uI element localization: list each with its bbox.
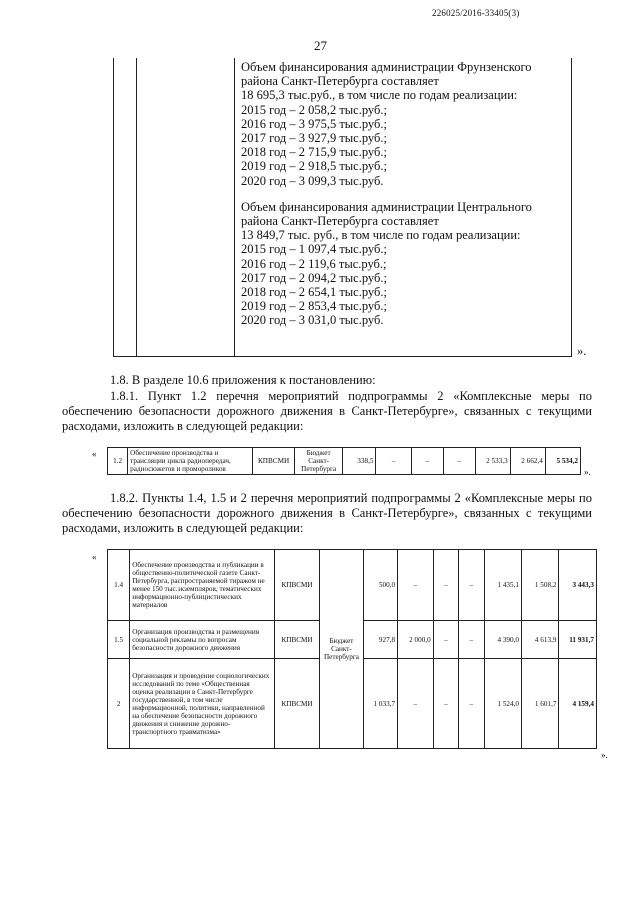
cell-exec: КПВСМИ xyxy=(275,550,319,621)
text-line: 2020 год – 3 099,3 тыс.руб. xyxy=(241,173,384,188)
cell-2017: – xyxy=(433,621,458,659)
cell-2018: – xyxy=(459,659,484,749)
table-a-open-quote: « xyxy=(92,449,97,459)
table-a xyxy=(107,447,581,475)
text-line: 2018 год – 2 715,9 тыс.руб.; xyxy=(241,145,387,160)
cell-total: 11 931,7 xyxy=(559,621,597,659)
text-line: 2017 год – 3 927,9 тыс.руб.; xyxy=(241,131,387,146)
cell-2016: – xyxy=(398,659,434,749)
text-line: района Санкт-Петербурга составляет xyxy=(241,74,439,89)
text-line: 2020 год – 3 031,0 тыс.руб. xyxy=(241,313,384,328)
text-line: 2015 год – 2 058,2 тыс.руб.; xyxy=(241,102,387,117)
text-line: 2016 год – 2 119,6 тыс.руб.; xyxy=(241,256,387,271)
text-line: 2017 год – 2 094,2 тыс.руб.; xyxy=(241,270,387,285)
cell-num: 1.5 xyxy=(108,621,130,659)
table-row xyxy=(108,550,597,621)
cell-source: Бюджет Санкт-Петербурга xyxy=(319,550,364,749)
cell-exec: КПВСМИ xyxy=(253,448,295,475)
cell-2019: 2 533,3 xyxy=(475,448,510,475)
cell-2020: 1 508,2 xyxy=(522,550,559,621)
cell-2018: – xyxy=(459,621,484,659)
table-b-open-quote: « xyxy=(92,552,97,562)
cell-name: Обеспечение производства и трансляции цикла радиопередач, радиосюжетов и промороликов xyxy=(128,448,253,475)
cell-2015: 338,5 xyxy=(343,448,376,475)
continuation-text-cell xyxy=(241,60,566,340)
text-line: района Санкт-Петербурга составляет xyxy=(241,214,439,229)
cell-2017: – xyxy=(411,448,443,475)
cell-2016: 2 000,0 xyxy=(398,621,434,659)
cell-exec: КПВСМИ xyxy=(275,621,319,659)
text-line: 2018 год – 2 654,1 тыс.руб.; xyxy=(241,285,387,300)
closing-quote: ». xyxy=(577,344,587,358)
text-line: 2015 год – 1 097,4 тыс.руб.; xyxy=(241,242,387,257)
continuation-cell-1 xyxy=(114,58,137,356)
cell-total: 5 534,2 xyxy=(545,448,580,475)
table-b xyxy=(107,549,597,749)
cell-2017: – xyxy=(433,659,458,749)
table-row xyxy=(108,448,581,475)
page-number: 27 xyxy=(314,38,327,53)
frunzensky-financing-block xyxy=(241,60,566,188)
text-line: 2016 год – 3 975,5 тыс.руб.; xyxy=(241,116,387,131)
cell-2017: – xyxy=(433,550,458,621)
text-line: 2019 год – 2 918,5 тыс.руб.; xyxy=(241,159,387,174)
cell-2015: 500,0 xyxy=(364,550,398,621)
continuation-cell-2 xyxy=(136,58,235,356)
cell-2018: – xyxy=(459,550,484,621)
central-financing-block xyxy=(241,200,566,328)
section-1-8-1: 1.8.1. Пункт 1.2 перечня мероприятий подпрограммы 2 «Комплексные меры по обеспечению безопасности дорожного движения в Санкт-Петербурге», связанных с текущими расходами, изложить в следующей редакции: xyxy=(62,389,592,433)
cell-2015: 927,8 xyxy=(364,621,398,659)
cell-total: 3 443,3 xyxy=(559,550,597,621)
text-line: 18 695,3 тыс.руб., в том числе по годам реализации: xyxy=(241,88,518,103)
text-line: Объем финансирования администрации Центрального xyxy=(241,199,532,214)
cell-2015: 1 033,7 xyxy=(364,659,398,749)
cell-name: Организация и проведение социологических исследований по теме «Общественная оценка реализации в Санкт-Петербурге государственной, в том числе информационной, политики, направленной на обеспечение безопасности дорожного движения и снижение дорожно-транспортного травматизма» xyxy=(130,659,275,749)
cell-2019: 1 524,0 xyxy=(484,659,521,749)
cell-2020: 1 601,7 xyxy=(522,659,559,749)
cell-num: 2 xyxy=(108,659,130,749)
cell-2019: 1 435,1 xyxy=(484,550,521,621)
cell-num: 1.2 xyxy=(108,448,128,475)
cell-2018: – xyxy=(443,448,475,475)
cell-2016: – xyxy=(398,550,434,621)
table-a-close-quote: ». xyxy=(584,467,591,477)
table-b-close-quote: ». xyxy=(601,750,608,760)
cell-2020: 2 662,4 xyxy=(510,448,545,475)
section-1-8: 1.8. В разделе 10.6 приложения к постановлению: xyxy=(110,373,376,387)
document-number: 226025/2016-33405(3) xyxy=(432,8,520,18)
cell-2019: 4 390,0 xyxy=(484,621,521,659)
cell-name: Обеспечение производства и публикации в общественно-политической газете Санкт-Петербурга, распространяемой тиражом не менее 150 тыс.экземпляров, тематических информационно-публицистических материалов xyxy=(130,550,275,621)
text-line: Объем финансирования администрации Фрунзенского xyxy=(241,60,532,74)
cell-2016: – xyxy=(376,448,411,475)
cell-name: Организация производства и размещения социальной рекламы по вопросам безопасности дорожного движения xyxy=(130,621,275,659)
section-1-8-2: 1.8.2. Пункты 1.4, 1.5 и 2 перечня мероприятий подпрограммы 2 «Комплексные меры по обеспечению безопасности дорожного движения в Санкт-Петербурге», связанных с текущими расходами, изложить в следующей редакции: xyxy=(62,491,592,535)
text-line: 2019 год – 2 853,4 тыс.руб.; xyxy=(241,299,387,314)
cell-total: 4 159,4 xyxy=(559,659,597,749)
cell-source: Бюджет Санкт-Петербурга xyxy=(295,448,343,475)
cell-exec: КПВСМИ xyxy=(275,659,319,749)
cell-num: 1.4 xyxy=(108,550,130,621)
continuation-table xyxy=(113,58,572,357)
text-line: 13 849,7 тыс. руб., в том числе по годам реализации: xyxy=(241,228,521,243)
cell-2020: 4 613,9 xyxy=(522,621,559,659)
